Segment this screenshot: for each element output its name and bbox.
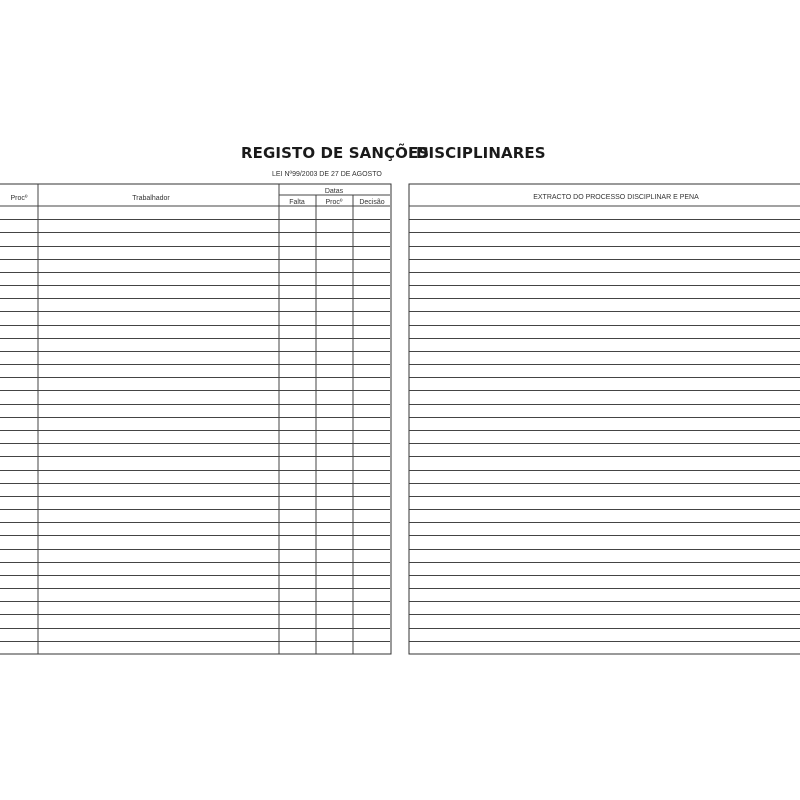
column-header-falta: Falta [289, 199, 305, 206]
column-header-proc-date: Procº [325, 199, 343, 206]
right-ruled-rows [409, 220, 800, 642]
column-header-proc: Procº [10, 195, 28, 202]
right-register-table [409, 184, 800, 654]
law-reference: LEI Nº99/2003 DE 27 DE AGOSTO [272, 171, 382, 178]
right-table-border [409, 184, 800, 654]
column-header-decisao: Decisão [359, 199, 385, 206]
left-register-table [0, 184, 391, 654]
column-header-datas: Datas [324, 188, 344, 195]
left-ruled-rows [0, 220, 390, 642]
left-table-border [0, 184, 391, 654]
column-header-extracto: EXTRACTO DO PROCESSO DISCIPLINAR E PENA [533, 194, 699, 201]
page-title-part1: REGISTO DE SANÇÕES [241, 144, 430, 162]
column-header-trabalhador: Trabalhador [132, 195, 170, 202]
page-title-part2: DISCIPLINARES [416, 144, 546, 162]
